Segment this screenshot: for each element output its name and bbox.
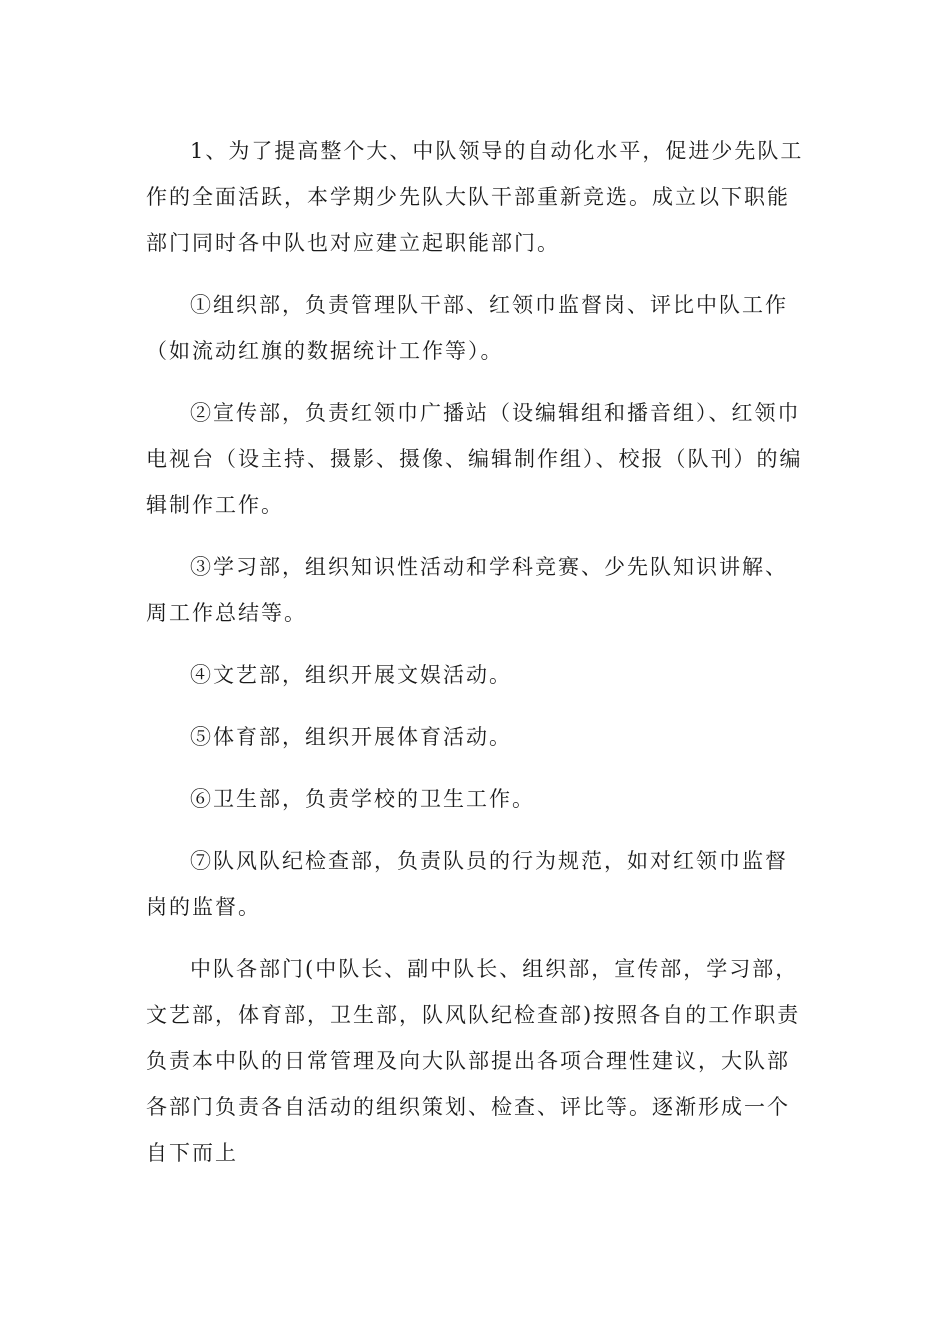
paragraph-publicity-dept: ②宣传部，负责红领巾广播站（设编辑组和播音组）、红领巾电视台（设主持、摄影、摄像、编辑制作组）、校报（队刊）的编辑制作工作。 (146, 401, 803, 517)
paragraph-sports-dept: ⑤体育部，组织开展体育活动。 (190, 725, 512, 749)
paragraph-study-dept: ③学习部，组织知识性活动和学科竞赛、少先队知识讲解、周工作总结等。 (146, 555, 788, 625)
paragraph-squad-departments: 中队各部门(中队长、副中队长、组织部，宣传部，学习部，文艺部，体育部，卫生部，队风队纪检查部)按照各自的工作职责负责本中队的日常管理及向大队部提出各项合理性建议，大队部各部门负责各自活动的组织策划、检查、评比等。逐渐形成一个自下而上 (146, 957, 801, 1165)
paragraph-discipline-dept: ⑦队风队纪检查部，负责队员的行为规范，如对红领巾监督岗的监督。 (146, 849, 788, 919)
document-body (146, 128, 806, 1192)
paragraph-health-dept: ⑥卫生部，负责学校的卫生工作。 (190, 787, 535, 811)
paragraph-intro: 1、为了提高整个大、中队领导的自动化水平，促进少先队工作的全面活跃，本学期少先队大队干部重新竞选。成立以下职能部门同时各中队也对应建立起职能部门。 (146, 139, 804, 255)
paragraph-arts-dept: ④文艺部，组织开展文娱活动。 (190, 663, 512, 687)
paragraph-organization-dept: ①组织部，负责管理队干部、红领巾监督岗、评比中队工作（如流动红旗的数据统计工作等）。 (146, 293, 788, 363)
